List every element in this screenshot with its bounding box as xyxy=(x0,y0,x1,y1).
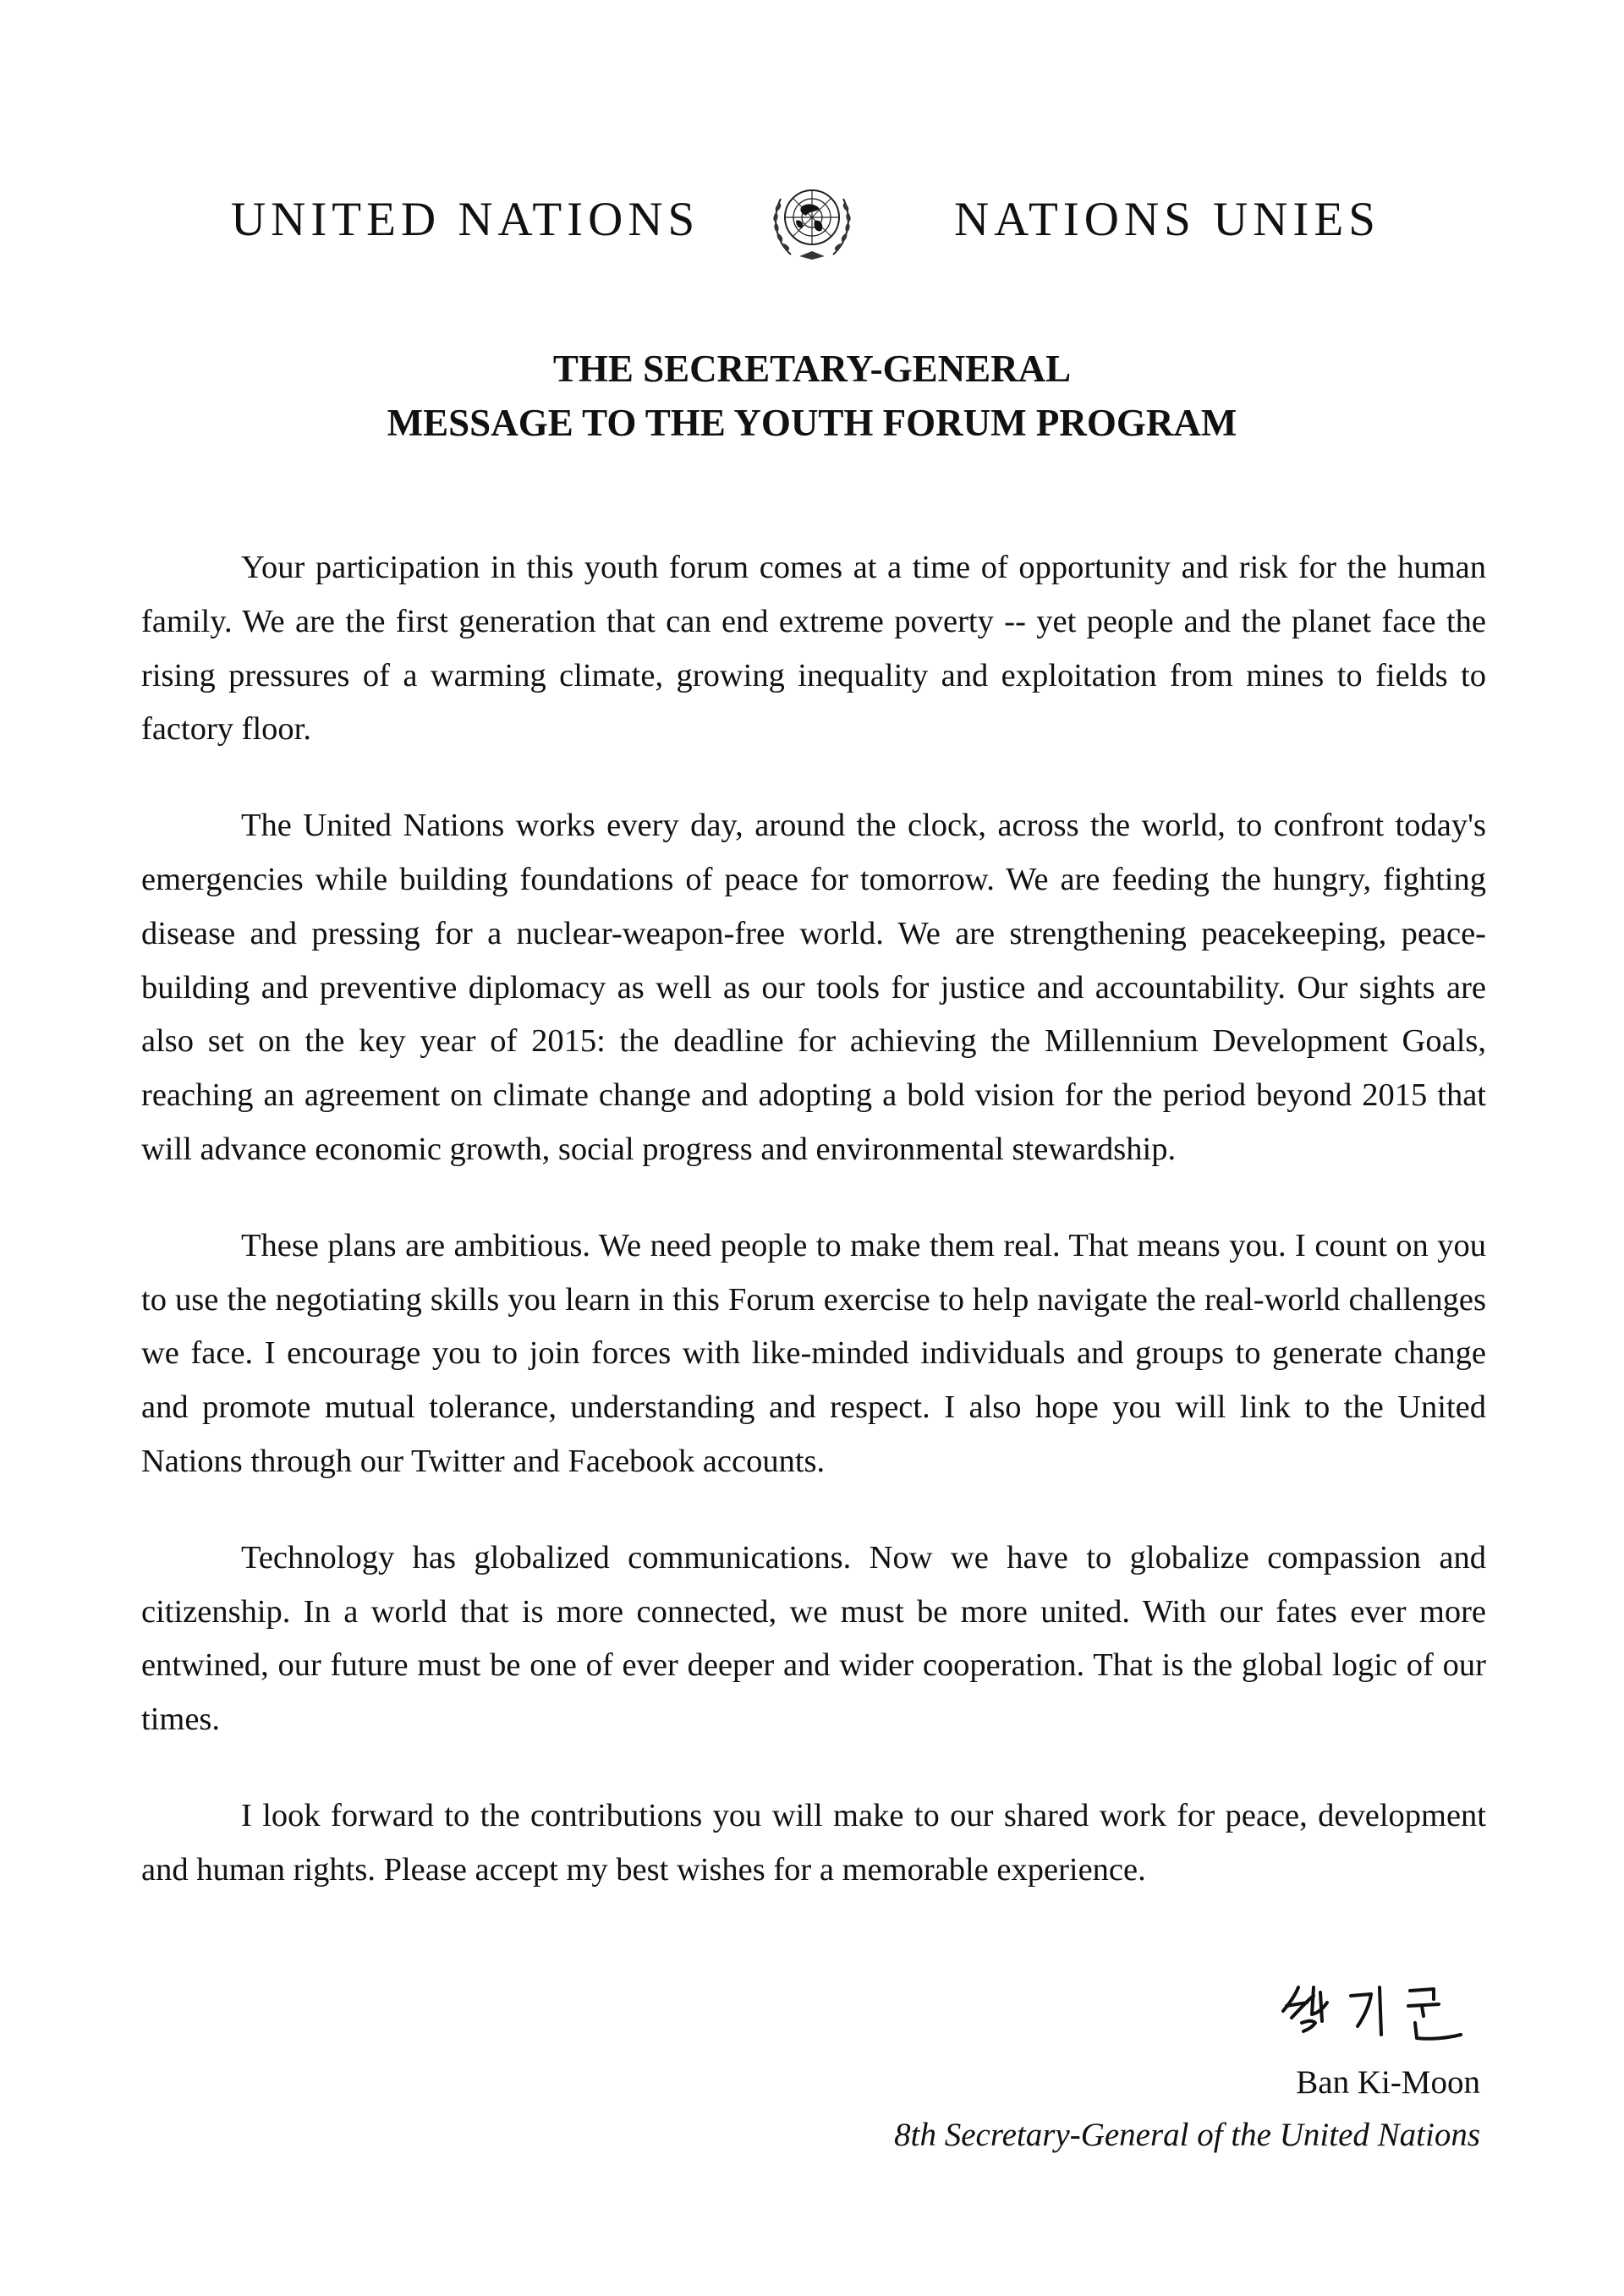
title-line-1: THE SECRETARY-GENERAL xyxy=(552,348,1072,390)
letterhead xyxy=(0,173,1624,266)
body-paragraph: These plans are ambitious. We need people to make them real. That means you. I count on you to use the negotiating skills you learn in this Forum exercise to help navigate the real-world challenges we face. I encourage you to join forces with like-minded individuals and groups to generate change and promote mutual tolerance, understanding and respect. I also hope you will link to the United Nations through our Twitter and Facebook accounts. xyxy=(141,1227,1486,1479)
body-paragraph: I look forward to the contributions you will make to our shared work for peace, development and human rights. Please accept my best wishes for a memorable experience. xyxy=(141,1797,1486,1888)
title-line-2: MESSAGE TO THE YOUTH FORUM PROGRAM xyxy=(387,402,1237,444)
signer-name: Ban Ki-Moon xyxy=(1296,2064,1480,2101)
message-body xyxy=(141,541,1486,1898)
letterhead-english: UNITED NATIONS xyxy=(231,193,700,246)
body-paragraph: The United Nations works every day, around the clock, across the world, to confront today's emergencies while building foundations of peace for tomorrow. We are feeding the hungry, fighting disease and pressing for a nuclear-weapon-free world. We are strengthening peacekeeping, peace-building and preventive diplomacy as well as our tools for justice and accountability. Our sights are also set on the key year of 2015: the deadline for achieving the Millennium Development Goals, reaching an agreement on climate change and adopting a bold vision for the period beyond 2015 that will advance economic growth, social progress and environmental stewardship. xyxy=(141,808,1486,1167)
message-title xyxy=(0,342,1624,450)
body-paragraph: Technology has globalized communications. Now we have to globalize compassion and citizenship. In a world that is more connected, we must be more united. With our fates ever more entwined, our future must be one of ever deeper and wider cooperation. That is the global logic of our times. xyxy=(141,1539,1486,1738)
body-paragraph: Your participation in this youth forum comes at a time of opportunity and risk for the human family. We are the first generation that can end extreme poverty -- yet people and the planet face the rising pressures of a warming climate, growing inequality and exploitation from mines to fields to factory floor. xyxy=(141,550,1486,748)
signer-title: 8th Secretary-General of the United Nations xyxy=(894,2117,1480,2153)
handwritten-signature xyxy=(1273,1962,1493,2063)
un-emblem-icon xyxy=(765,173,859,266)
letterhead-french: NATIONS UNIES xyxy=(954,193,1380,246)
